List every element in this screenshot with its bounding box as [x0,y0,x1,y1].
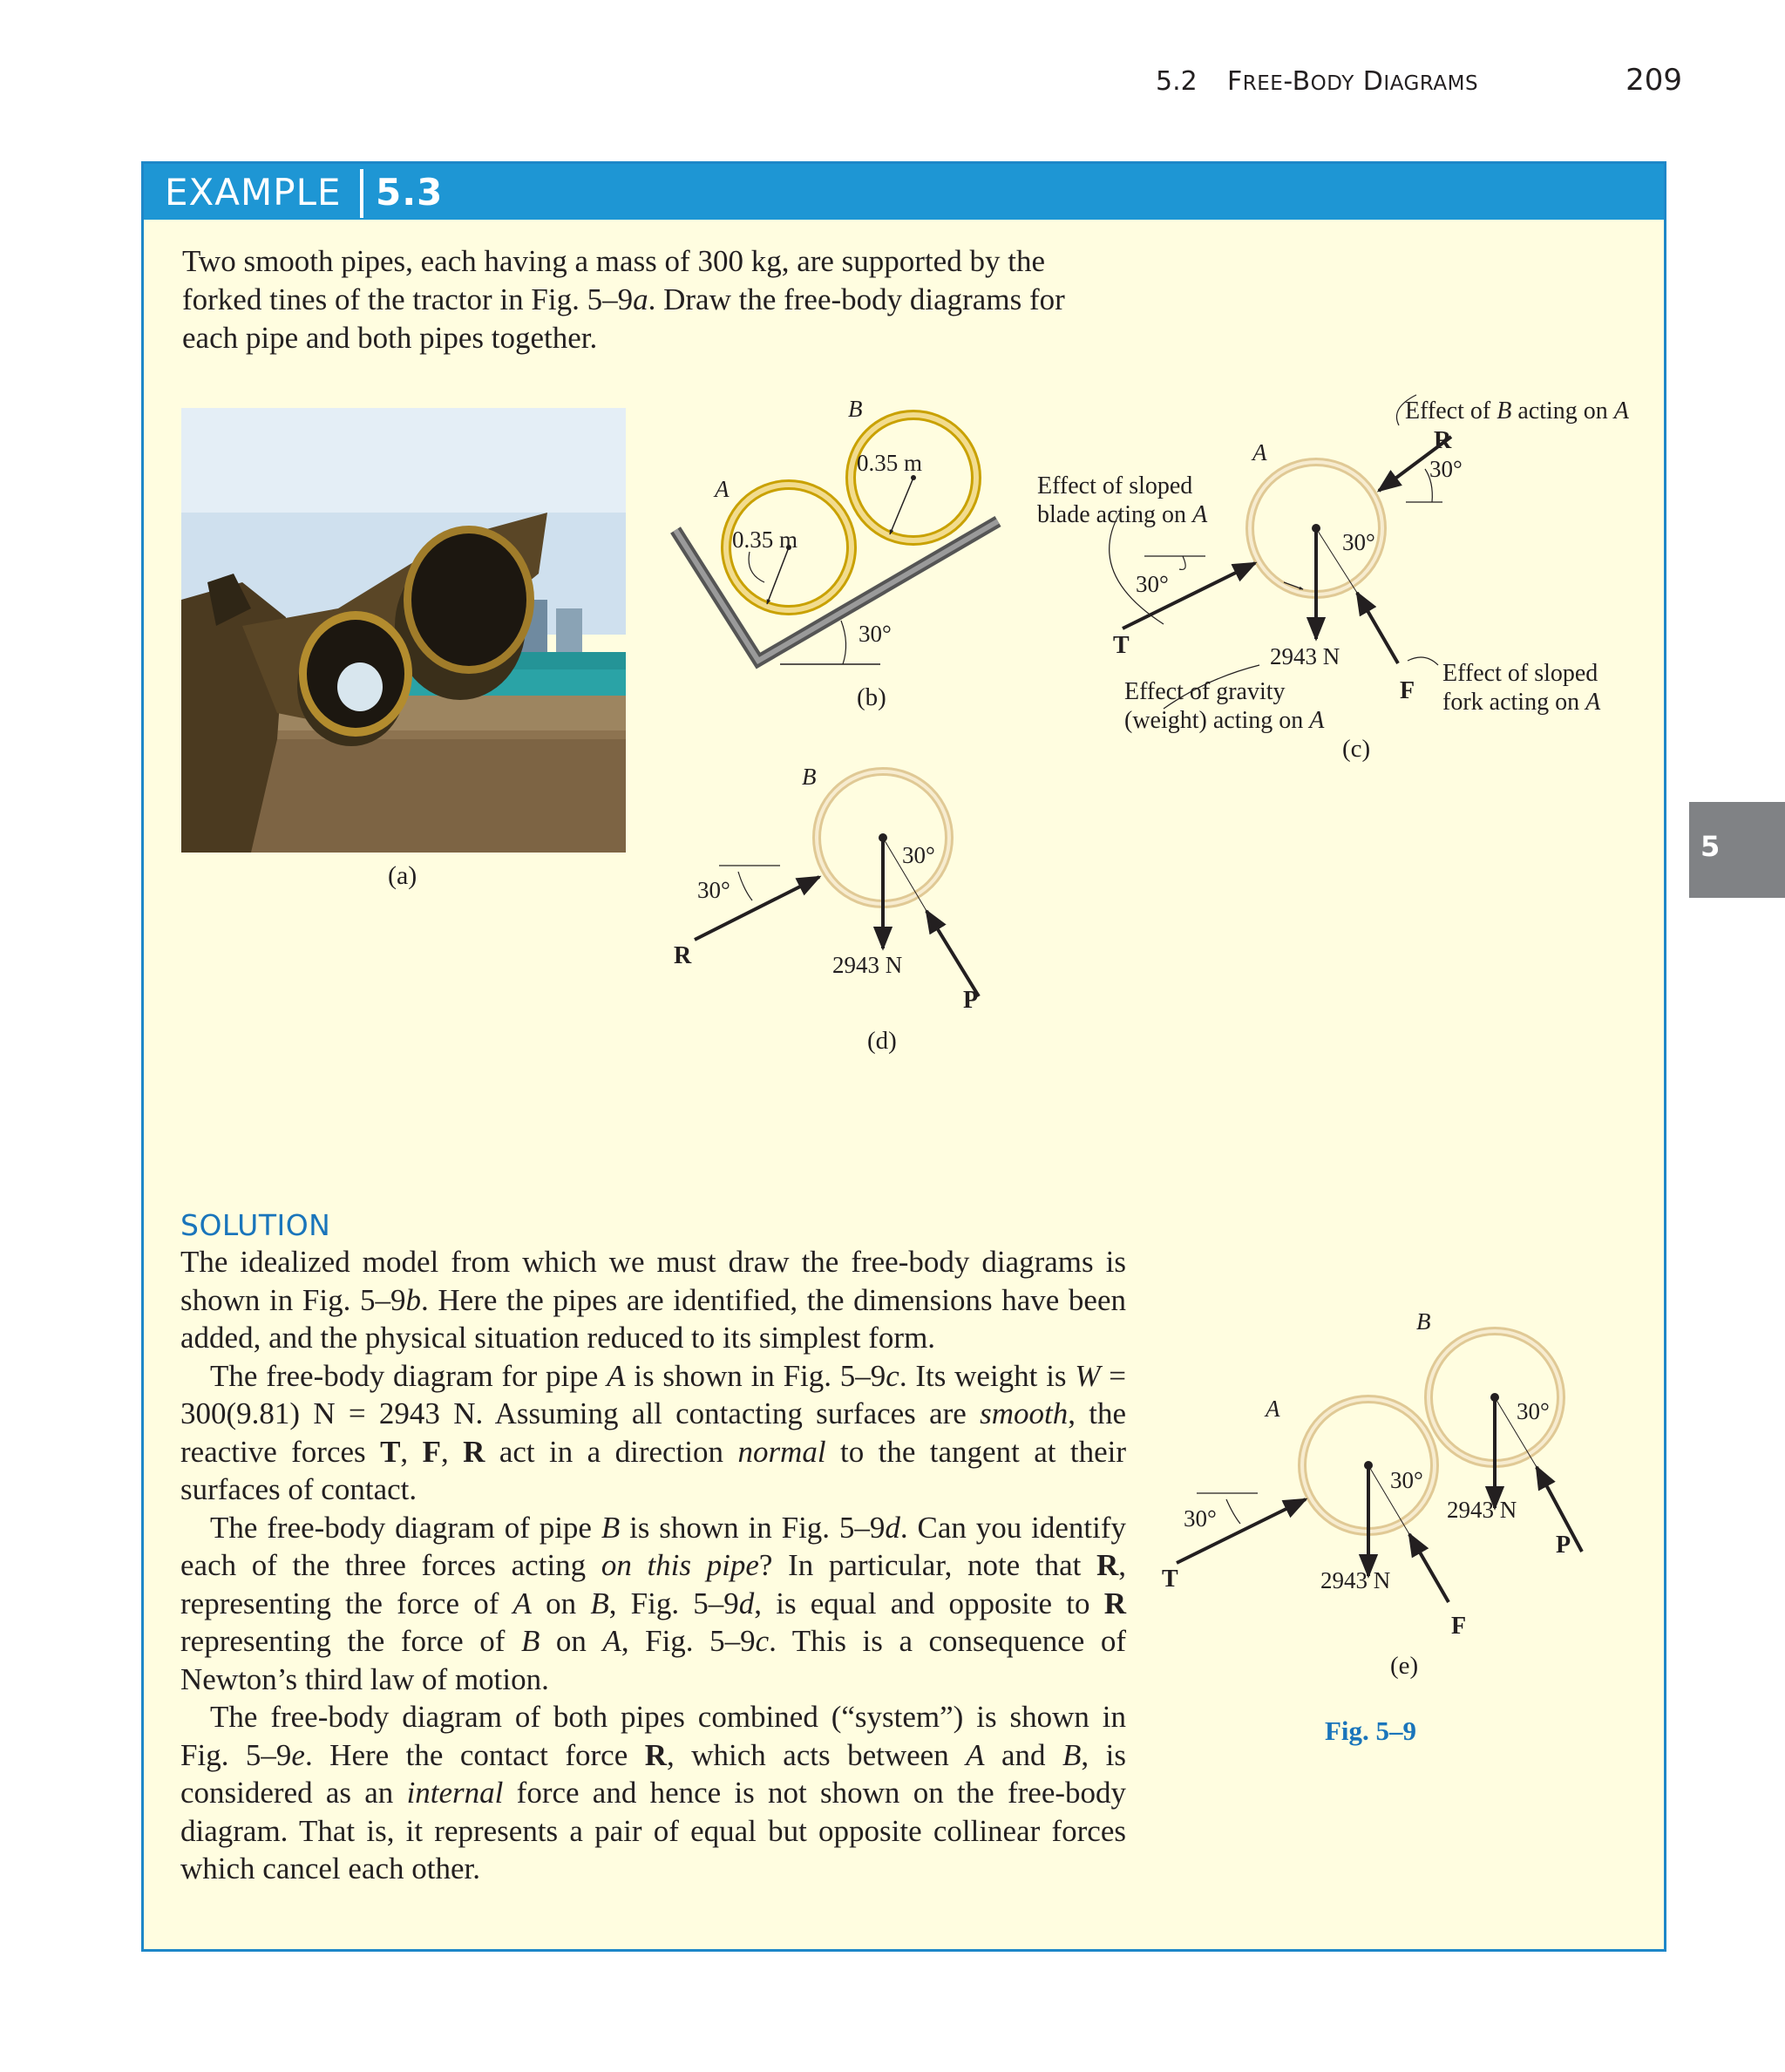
figure-c [1037,395,1630,763]
fbd-d-label-p: P [963,987,979,1014]
fbd-e-label-p: P [1556,1532,1571,1559]
fbd-c-angle-f: 30° [1342,529,1375,555]
figure-label-b: (b) [857,683,886,711]
example-number: 5.3 [376,171,444,214]
label-radius-b: 0.35 m [857,450,923,476]
chapter-tab [1689,802,1785,898]
label-radius-a: 0.35 m [732,526,798,553]
section-title: FREE-BODY DIAGRAMS [1227,66,1479,97]
fbd-e-angle-t: 30° [1184,1505,1217,1532]
fbd-e-label-f: F [1451,1613,1467,1640]
running-head [1150,59,1682,103]
fbd-c-fork-line1: Effect of sloped [1442,660,1598,687]
fbd-d-angle-p: 30° [902,842,935,868]
figure-e [1162,1308,1582,1680]
fbd-c-label-f: F [1400,677,1415,704]
fbd-e-label-t: T [1162,1566,1178,1593]
fbd-e-weight-b: 2943 N [1447,1497,1517,1523]
solution-paragraph-1: The idealized model from which we must draw the free-body diagrams is shown in Fig. 5–9b. Here the pipes are identified, the dimensions have been added, and the physical situation reduced to its simplest form. [180,1245,1126,1355]
label-angle-b: 30° [859,621,892,647]
problem-statement: Two smooth pipes, each having a mass of 300 kg, are supported by the forked tines of the tractor in Fig. 5–9a. Draw the free-body diagrams for each pipe and both pipes together. [182,244,1065,355]
fbd-c-fork-line2: fork acting on A [1442,689,1601,716]
fbd-c-label-a: A [1252,439,1267,465]
fbd-c-blade-line2: blade acting on A [1037,501,1208,528]
label-pipe-b: B [848,396,863,422]
figure-label-e: (e) [1390,1652,1419,1680]
fbd-c-effect-b-label: Effect of B acting on A [1405,397,1629,425]
fbd-c-angle-t: 30° [1136,571,1169,597]
figure-label-a: (a) [388,861,417,890]
figure-label-d: (d) [867,1027,897,1055]
figure-b [675,396,998,711]
figure-d [674,764,979,1055]
label-pipe-a: A [715,476,730,502]
fbd-c-gravity-line1: Effect of gravity [1124,678,1286,705]
fbd-e-angle-f: 30° [1390,1467,1423,1493]
example-box [141,161,1666,1952]
figure-caption: Fig. 5–9 [1325,1715,1417,1746]
fbd-d-weight: 2943 N [832,952,903,978]
fbd-d-label-r: R [674,942,692,969]
solution-paragraph-2: The free-body diagram for pipe A is shown in Fig. 5–9c. Its weight is W = 300(9.81) N = 2943 N. Assuming all contacting surfaces are smooth, the reactive forces T, F, R act in a direction normal to the tangent at their surfaces of contact. [180,1358,1127,1506]
fbd-c-label-t: T [1113,632,1130,659]
fbd-d-angle-r: 30° [697,877,730,903]
figure-label-c: (c) [1342,735,1371,763]
example-label: EXAMPLE [165,171,342,214]
fbd-d-p-arrow [926,911,979,996]
fbd-e-weight-a: 2943 N [1320,1567,1391,1593]
fbd-e-label-b: B [1416,1308,1431,1335]
solution-paragraph-3: The free-body diagram of pipe B is shown in Fig. 5–9d. Can you identify each of the three forces acting on this pipe? In particular, note that R, representing the force of A on B, Fig. 5–9d, is equal and opposite to R representing the force of B on A, Fig. 5–9c. This is a consequence of Newton’s third law of motion. [180,1510,1127,1696]
fbd-e-f-arrow [1409,1534,1449,1602]
fbd-c-weight: 2943 N [1270,643,1340,669]
solution-heading: SOLUTION [180,1208,331,1242]
fbd-e-angle-p: 30° [1517,1398,1550,1424]
solution-text [180,1243,1126,1888]
fbd-c-angle-r: 30° [1429,456,1463,482]
fbd-d-label-b: B [802,764,817,790]
fbd-c-blade-line1: Effect of sloped [1037,472,1193,499]
solution-paragraph-4: The free-body diagram of both pipes combined (“system”) is shown in Fig. 5–9e. Here the contact force R, which acts between A and B, is considered as an internal force and hence is not shown on the free-body diagram. That is, it represents a pair of equal but opposite collinear forces which cancel each other. [180,1700,1127,1885]
fbd-c-gravity-line2: (weight) acting on A [1124,707,1325,734]
section-number: 5.2 [1156,66,1198,97]
fbd-e-label-a: A [1266,1396,1280,1422]
fbd-c-label-r: R [1434,427,1452,454]
page-number: 209 [1626,63,1682,98]
chapter-tab-number: 5 [1700,830,1721,863]
fbd-c-f-arrow [1357,593,1398,663]
